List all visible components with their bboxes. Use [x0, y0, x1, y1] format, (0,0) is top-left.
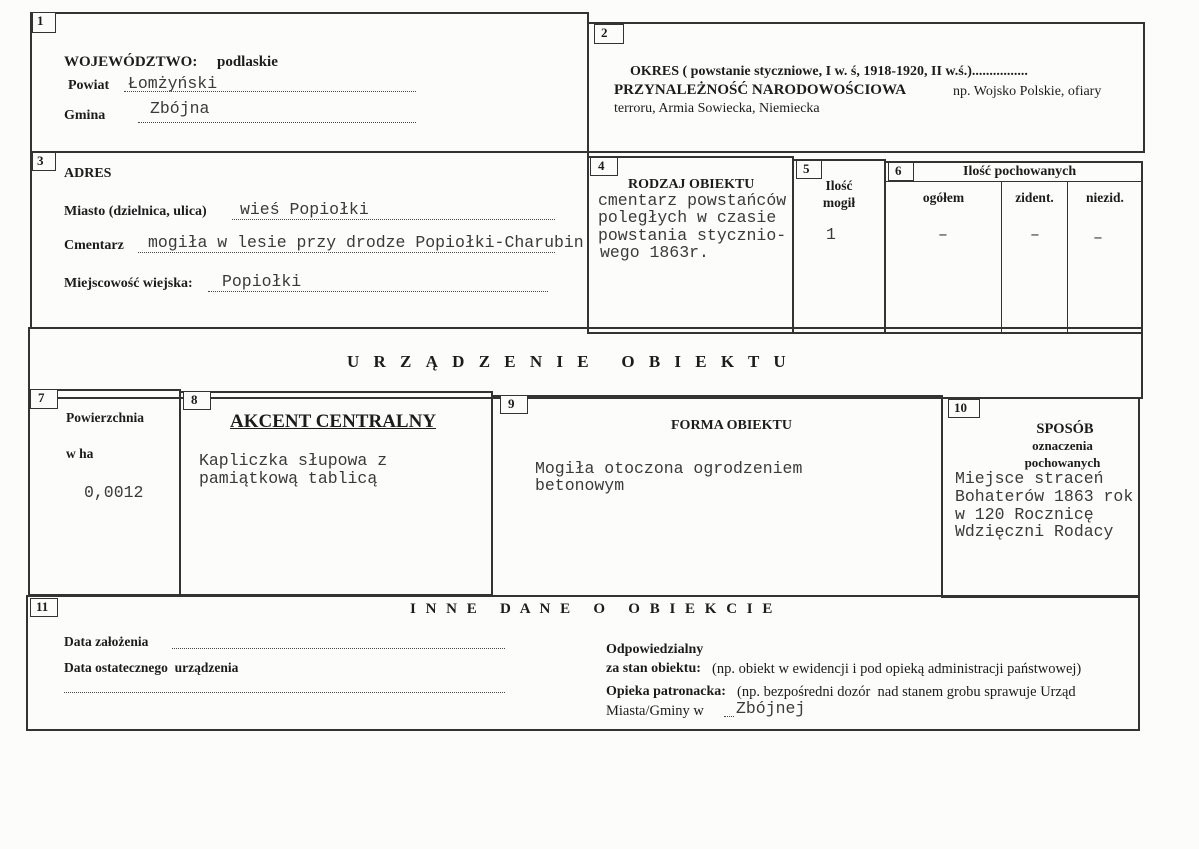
- object-form-title: FORMA OBIEKTU: [671, 418, 792, 433]
- commune-label: Gmina: [64, 108, 106, 123]
- municipality-label: Miasta/Gminy w: [606, 703, 704, 719]
- county-label: Powiat: [68, 78, 110, 93]
- area-title: Powierzchnia: [66, 410, 144, 425]
- section-9-number: 9: [500, 395, 528, 414]
- other-data-title: I N N E D A N E O O B I E K C I E: [410, 601, 776, 617]
- section-10-number: 10: [948, 399, 980, 418]
- final-arrangement-date-label: Data ostatecznego urządzenia: [64, 660, 239, 675]
- municipality-value: Zbójnej: [736, 699, 806, 718]
- city-value: wieś Popiołki: [240, 200, 369, 219]
- village-value: Popiołki: [222, 272, 302, 291]
- commune-value: Zbójna: [150, 99, 210, 118]
- object-condition-label: za stan obiektu:: [606, 661, 701, 676]
- marking-method-title: SPOSÓB: [1036, 421, 1094, 437]
- buried-total-value: –: [938, 225, 948, 244]
- voivodeship-label: WOJEWÓDZTWO:: [64, 54, 198, 70]
- founding-date-label: Data założenia: [64, 634, 149, 649]
- patronage-hint: (np. bezpośredni dozór nad stanem grobu sprawuje Urząd: [737, 684, 1076, 700]
- marking-method-line: w 120 Rocznicę: [955, 505, 1094, 524]
- buried-identified-value: –: [1030, 225, 1040, 244]
- nationality-hint: np. Wojsko Polskie, ofiary: [953, 84, 1102, 99]
- object-type-line: wego 1863r.: [600, 243, 709, 262]
- commune-dotted-line: [138, 122, 416, 123]
- cemetery-label: Cmentarz: [64, 238, 124, 253]
- section-1-number: 1: [32, 12, 56, 33]
- object-arrangement-title: U R Z Ą D Z E N I E O B I E K T U: [347, 352, 791, 371]
- marking-method-line: Wdzięczni Rodacy: [955, 522, 1114, 541]
- village-label: Miejscowość wiejska:: [64, 276, 193, 291]
- central-accent-line: Kapliczka słupowa z: [199, 451, 388, 470]
- section-2-number: 2: [594, 24, 624, 44]
- section-1-box: [30, 12, 589, 153]
- buried-unidentified-value: –: [1093, 228, 1103, 247]
- grave-count-value: 1: [826, 225, 836, 244]
- section-6-number: 6: [888, 162, 914, 181]
- central-accent-title: AKCENT CENTRALNY: [230, 411, 437, 432]
- section-7-number: 7: [30, 389, 58, 409]
- section-3-number: 3: [32, 152, 56, 171]
- marking-method-subtitle-2: pochowanych: [1024, 455, 1101, 470]
- voivodeship-value: podlaskie: [217, 54, 278, 70]
- section-4-number: 4: [590, 157, 618, 176]
- buried-total-label: ogółem: [922, 190, 965, 205]
- final-arrangement-date-dotted-line: [64, 692, 505, 693]
- marking-method-subtitle: oznaczenia: [1032, 438, 1093, 453]
- marking-method-line: Miejsce straceń: [955, 469, 1104, 488]
- grave-count-title: Ilość: [825, 178, 853, 193]
- nationality-hint-continued: terroru, Armia Sowiecka, Niemiecka: [614, 101, 820, 116]
- patronage-label: Opieka patronacka:: [606, 684, 726, 699]
- address-title: ADRES: [64, 166, 112, 181]
- period-label: OKRES ( powstanie styczniowe, I w. ś, 1918-1920, II w.ś.)................: [630, 64, 1028, 79]
- object-form-line: betonowym: [535, 476, 625, 495]
- object-type-title: RODZAJ OBIEKTU: [628, 177, 755, 192]
- grave-count-title-2: mogił: [822, 195, 856, 210]
- cemetery-value: mogiła w lesie przy drodze Popiołki-Charubin: [148, 233, 584, 252]
- city-dotted-line: [232, 219, 555, 220]
- village-dotted-line: [208, 291, 548, 292]
- object-type-line: poległych w czasie: [598, 208, 777, 227]
- object-condition-hint: (np. obiekt w ewidencji i pod opieką administracji państwowej): [712, 661, 1082, 677]
- object-type-line: cmentarz powstańców: [598, 191, 787, 210]
- buried-identified-label: zident.: [1015, 190, 1054, 205]
- cemetery-dotted-line: [138, 252, 555, 253]
- buried-unidentified-label: niezid.: [1086, 190, 1124, 205]
- buried-header-rule: [884, 181, 1143, 182]
- county-value: Łomżyński: [128, 74, 218, 93]
- marking-method-line: Bohaterów 1863 rok: [955, 487, 1134, 506]
- city-label: Miasto (dzielnica, ulica): [64, 204, 207, 219]
- object-type-line: powstania stycznio-: [598, 226, 787, 245]
- municipality-dotted-line: [724, 716, 734, 717]
- section-11-number: 11: [30, 598, 58, 617]
- object-form-line: Mogiła otoczona ogrodzeniem: [535, 459, 803, 478]
- responsible-label: Odpowiedzialny: [606, 642, 704, 657]
- area-unit: w ha: [66, 446, 94, 461]
- founding-date-dotted-line: [172, 648, 505, 649]
- section-5-number: 5: [796, 160, 822, 179]
- central-accent-line: pamiątkową tablicą: [199, 469, 378, 488]
- buried-count-title: Ilość pochowanych: [963, 164, 1077, 179]
- section-8-number: 8: [183, 391, 211, 410]
- section-6-box: [884, 161, 1143, 334]
- area-value: 0,0012: [84, 483, 144, 502]
- nationality-label: PRZYNALEŻNOŚĆ NARODOWOŚCIOWA: [614, 82, 907, 98]
